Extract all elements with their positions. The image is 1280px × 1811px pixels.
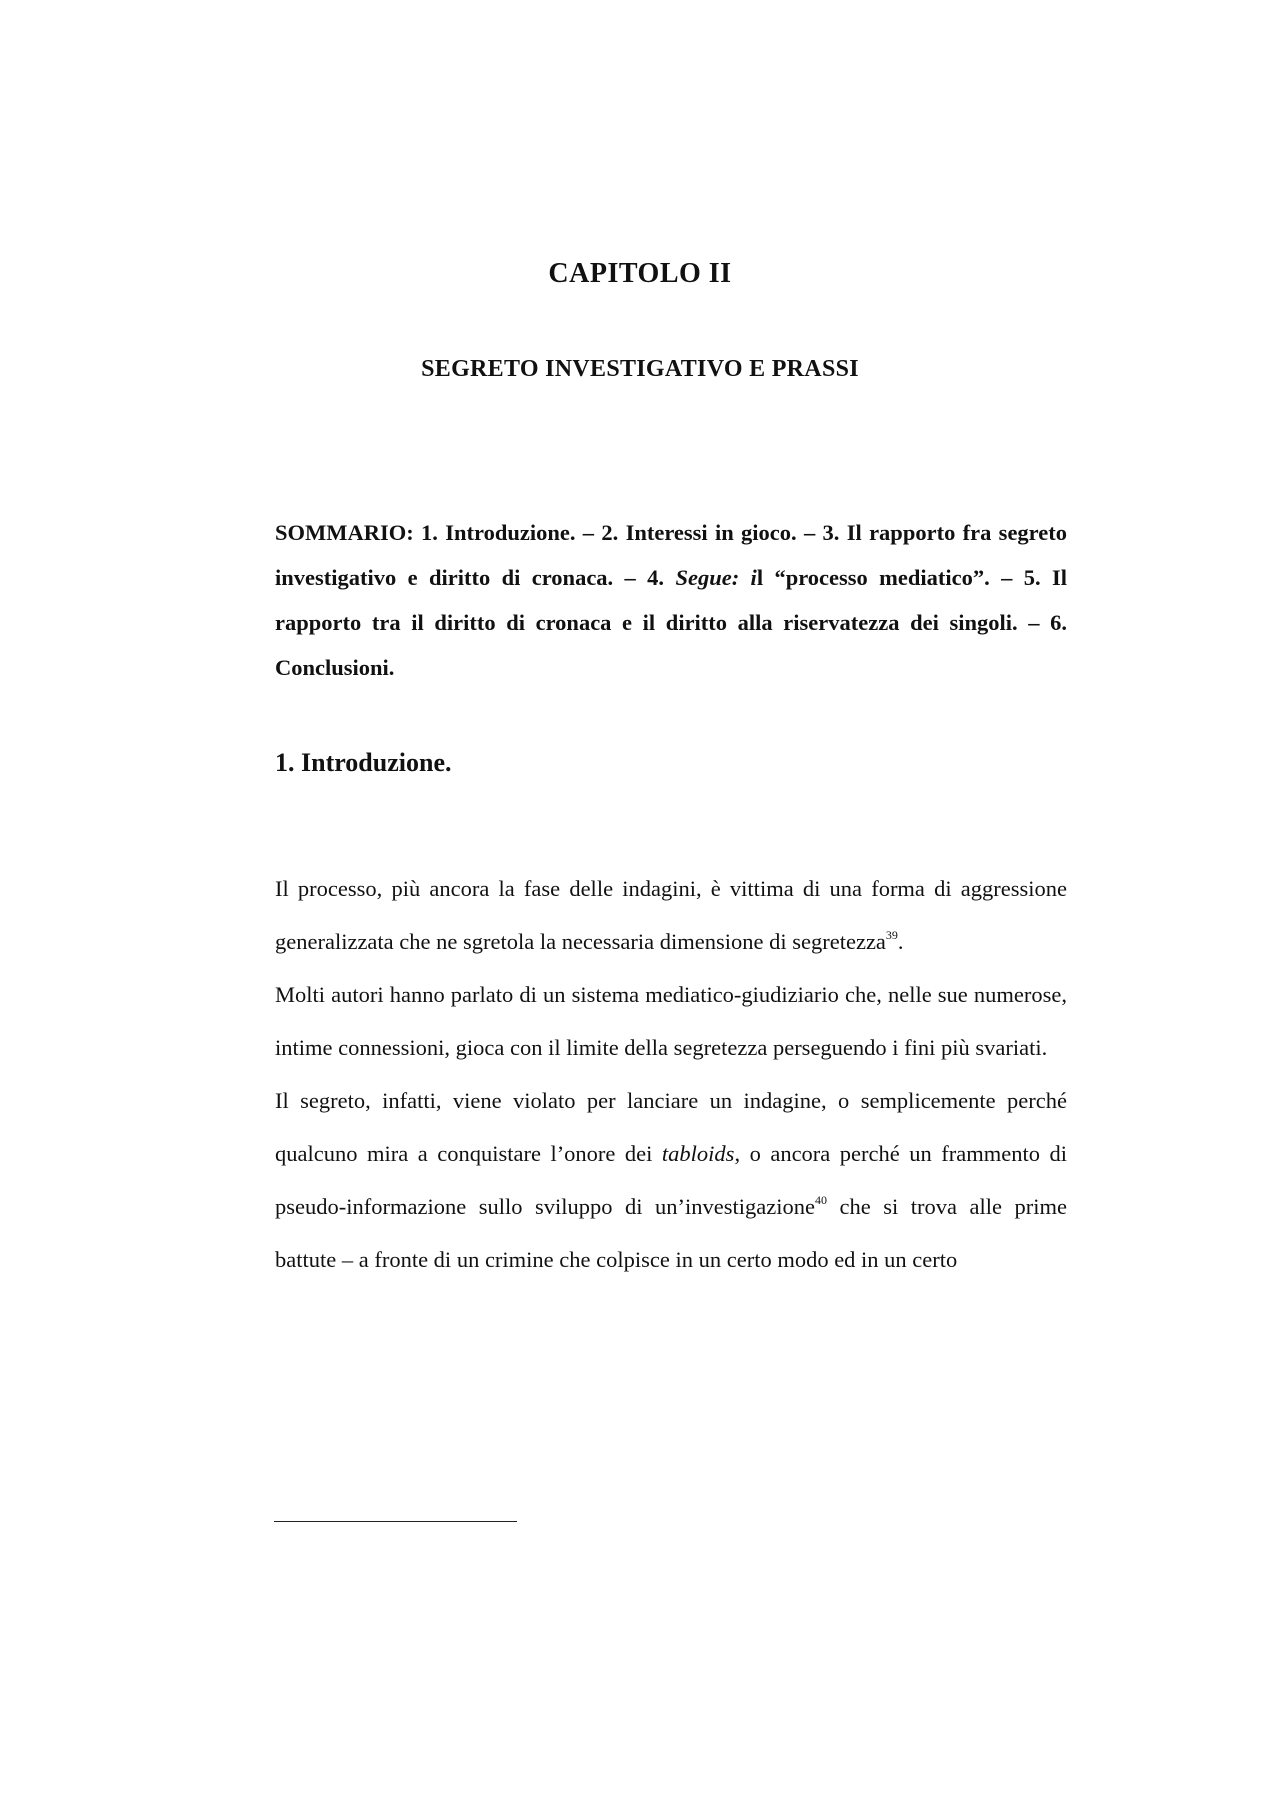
- footnote-ref-39[interactable]: 39: [885, 927, 898, 942]
- paragraph-3-text-b: , o ancora perché un frammento di pseudo-informazione sullo sviluppo di un’investigazione: [275, 1141, 1067, 1219]
- chapter-label: CAPITOLO II: [548, 258, 732, 289]
- summary: [275, 510, 1067, 690]
- paragraph-1-text: Il processo, più ancora la fase delle indagini, è vittima di una forma di aggressione generalizzata che ne sgretola la necessaria dimensione di segretezza: [275, 876, 1067, 954]
- summary-italic: Segue: i: [675, 565, 757, 590]
- footnote-separator: [274, 1521, 517, 1522]
- section-heading: 1. Introduzione.: [275, 748, 452, 777]
- paragraph-3-italic: tabloids: [661, 1141, 735, 1166]
- body-text: [275, 862, 1067, 1286]
- paragraph-1-end: .: [897, 929, 904, 954]
- footnote-ref-40[interactable]: 40: [814, 1192, 827, 1207]
- paragraph-3-text-a: Il segreto, infatti, viene violato per lanciare un indagine, o semplicemente perché qualcuno mira a conquistare l’onore dei: [275, 1088, 1067, 1166]
- summary-text-2: l “processo mediatico”. – 5. Il rapporto tra il diritto di cronaca e il diritto alla riservatezza dei singoli. – 6. Conclusioni.: [275, 565, 1067, 680]
- paragraph-2: Molti autori hanno parlato di un sistema mediatico-giudiziario che, nelle sue numerose, intime connessioni, gioca con il limite della segretezza perseguendo i fini più svariati.: [275, 982, 1067, 1060]
- paragraph-1: [275, 862, 1067, 968]
- paragraph-3: [275, 1074, 1067, 1286]
- paragraph-3-text-c: che si trova alle prime battute – a fronte di un crimine che colpisce in un certo modo ed in un certo: [275, 1194, 1067, 1272]
- chapter-title: SEGRETO INVESTIGATIVO E PRASSI: [421, 356, 859, 382]
- summary-text-1: SOMMARIO: 1. Introduzione. – 2. Interessi in gioco. – 3. Il rapporto fra segreto investigativo e diritto di cronaca. – 4.: [275, 520, 1067, 590]
